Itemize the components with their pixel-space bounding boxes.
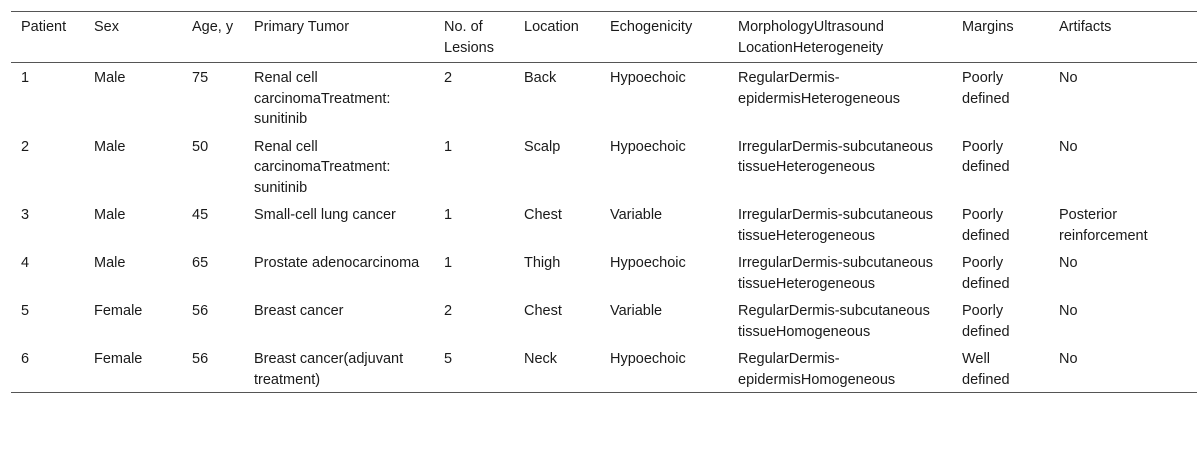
header-echogenicity: Echogenicity [610, 19, 693, 35]
header-sex: Sex [94, 19, 119, 35]
header-primary-tumor: Primary Tumor [254, 19, 350, 35]
cell-sex: Male [94, 70, 126, 86]
cell-artifacts: Posterior reinforcement [1059, 207, 1148, 244]
cell-sex: Female [94, 303, 143, 319]
cell-patient: 1 [21, 70, 30, 86]
cell-artifacts: No [1059, 303, 1078, 319]
header-morphology: MorphologyUltrasound LocationHeterogeneity [738, 19, 884, 56]
cell-morphology: RegularDermis-subcutaneous tissueHomogeneous [738, 303, 930, 340]
cell-no-of-lesions: 1 [444, 255, 453, 271]
cell-age: 45 [192, 207, 209, 223]
patient-lesion-table [11, 11, 1197, 393]
cell-no-of-lesions: 5 [444, 351, 453, 367]
cell-echogenicity: Hypoechoic [610, 138, 686, 155]
cell-patient: 4 [21, 255, 30, 271]
cell-echogenicity: Hypoechoic [610, 70, 686, 86]
cell-primary-tumor: Breast cancer [254, 303, 344, 319]
cell-no-of-lesions: 1 [444, 207, 453, 223]
cell-patient: 5 [21, 303, 30, 319]
cell-margins: Poorly defined [962, 255, 1010, 292]
table-header-row [11, 12, 1197, 63]
cell-echogenicity: Hypoechoic [610, 255, 686, 271]
cell-echogenicity: Variable [610, 303, 663, 319]
cell-morphology: IrregularDermis-subcutaneous tissueHeterogeneous [738, 207, 934, 244]
cell-no-of-lesions: 2 [444, 70, 453, 86]
table-row [11, 248, 1197, 296]
cell-morphology: RegularDermis-epidermisHeterogeneous [738, 70, 901, 107]
cell-sex: Male [94, 207, 126, 223]
cell-age: 50 [192, 138, 209, 155]
cell-primary-tumor: Renal cell carcinomaTreatment: sunitinib [254, 138, 391, 196]
table-container [11, 11, 1197, 393]
cell-primary-tumor: Small-cell lung cancer [254, 207, 396, 223]
header-location: Location [524, 19, 579, 35]
cell-margins: Well defined [962, 351, 1010, 388]
table-row [11, 200, 1197, 248]
header-margins: Margins [962, 19, 1014, 35]
cell-morphology: RegularDermis-epidermisHomogeneous [738, 351, 896, 388]
cell-age: 75 [192, 70, 209, 86]
cell-echogenicity: Hypoechoic [610, 351, 686, 367]
table-row [11, 296, 1197, 344]
cell-no-of-lesions: 1 [444, 138, 453, 155]
cell-morphology: IrregularDermis-subcutaneous tissueHeterogeneous [738, 138, 934, 175]
cell-primary-tumor: Renal cell carcinomaTreatment: sunitinib [254, 70, 391, 127]
cell-age: 65 [192, 255, 209, 271]
cell-patient: 2 [21, 138, 30, 155]
cell-location: Back [524, 70, 557, 86]
cell-primary-tumor: Breast cancer(adjuvant treatment) [254, 351, 404, 388]
cell-margins: Poorly defined [962, 207, 1010, 244]
header-age: Age, y [192, 19, 234, 35]
cell-no-of-lesions: 2 [444, 303, 453, 319]
cell-margins: Poorly defined [962, 138, 1010, 175]
table-row [11, 132, 1197, 201]
cell-age: 56 [192, 303, 209, 319]
cell-artifacts: No [1059, 351, 1078, 367]
cell-artifacts: No [1059, 70, 1078, 86]
table-row [11, 63, 1197, 132]
cell-location: Chest [524, 207, 562, 223]
cell-age: 56 [192, 351, 209, 367]
header-artifacts: Artifacts [1059, 19, 1112, 35]
cell-artifacts: No [1059, 138, 1078, 155]
cell-location: Thigh [524, 255, 561, 271]
cell-margins: Poorly defined [962, 303, 1010, 340]
cell-patient: 6 [21, 351, 30, 367]
cell-margins: Poorly defined [962, 70, 1010, 107]
cell-artifacts: No [1059, 255, 1078, 271]
header-no-of-lesions: No. of Lesions [444, 19, 494, 56]
header-patient: Patient [21, 19, 67, 35]
cell-location: Neck [524, 351, 558, 367]
cell-sex: Male [94, 255, 126, 271]
cell-patient: 3 [21, 207, 30, 223]
cell-sex: Male [94, 138, 126, 155]
cell-location: Chest [524, 303, 562, 319]
cell-primary-tumor: Prostate adenocarcinoma [254, 255, 420, 271]
table-row [11, 344, 1197, 393]
cell-morphology: IrregularDermis-subcutaneous tissueHeterogeneous [738, 255, 934, 292]
cell-location: Scalp [524, 138, 561, 155]
cell-sex: Female [94, 351, 143, 367]
cell-echogenicity: Variable [610, 207, 663, 223]
